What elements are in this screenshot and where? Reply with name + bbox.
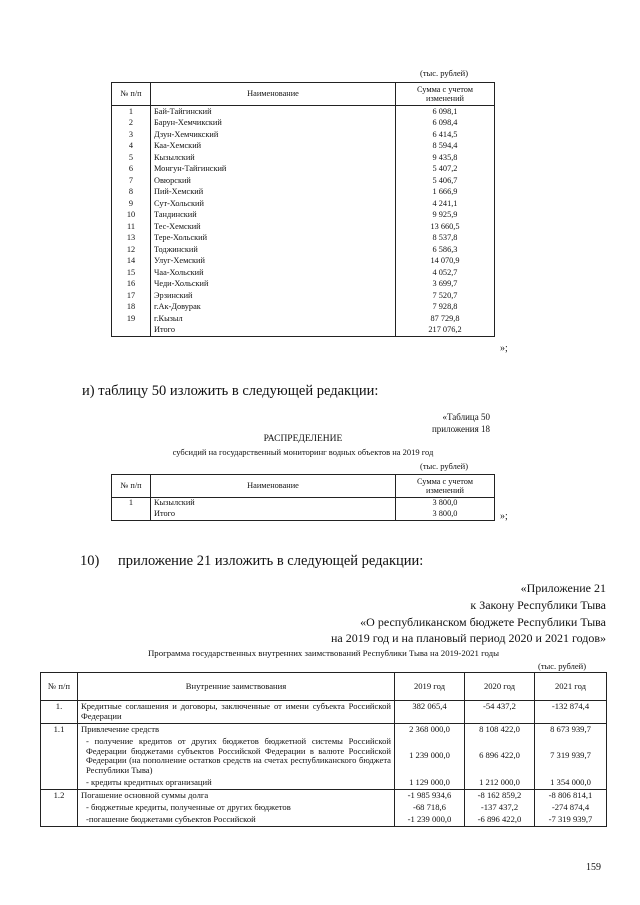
row-2019: -68 718,6	[395, 802, 465, 814]
row-2021: 7 319 939,7	[535, 736, 607, 778]
table-row	[112, 187, 495, 199]
table50-reference	[380, 412, 490, 435]
row-2019: 382 065,4	[395, 701, 465, 724]
table-row	[112, 325, 495, 337]
row-2021: -274 874,4	[535, 802, 607, 814]
row-2021: 1 354 000,0	[535, 777, 607, 789]
row-name: Монгун-Тайгинский	[151, 164, 396, 176]
table-row	[112, 210, 495, 222]
table50-suffix: »;	[500, 511, 508, 522]
table-row	[112, 198, 495, 210]
row-2020: -54 437,2	[465, 701, 535, 724]
row-name: -погашение бюджетами субъектов Российской	[78, 814, 395, 826]
table-row	[112, 129, 495, 141]
row-number	[112, 325, 151, 337]
row-name: Кызылский	[151, 152, 396, 164]
table-row	[112, 290, 495, 302]
row-number	[41, 814, 78, 826]
row-name: Сут-Хольский	[151, 198, 396, 210]
appendix-line1: «Приложение 21	[520, 581, 606, 595]
row-number: 6	[112, 164, 151, 176]
program-header-num: № п/п	[41, 673, 78, 701]
table-row	[41, 723, 607, 735]
table-row	[41, 790, 607, 802]
row-number	[41, 802, 78, 814]
row-value: 8 537,8	[396, 233, 495, 245]
row-number	[112, 509, 151, 521]
row-2020: -6 896 422,0	[465, 814, 535, 826]
row-number: 2	[112, 118, 151, 130]
table50-unit: (тыс. рублей)	[420, 461, 469, 471]
table-row	[112, 279, 495, 291]
table-row	[112, 164, 495, 176]
row-number: 18	[112, 302, 151, 314]
row-number: 1	[112, 106, 151, 118]
row-name: Итого	[151, 509, 396, 521]
table-row	[112, 175, 495, 187]
program-header-name: Внутренние заимствования	[78, 673, 395, 701]
row-name: Кызылский	[151, 498, 396, 510]
table-row	[112, 256, 495, 268]
table49-suffix: »;	[500, 343, 508, 354]
appendix-line4: на 2019 год и на плановый период 2020 и 2021 годов»	[330, 631, 606, 646]
row-value: 4 241,1	[396, 198, 495, 210]
program-table	[40, 672, 607, 827]
row-number: 7	[112, 175, 151, 187]
table-row	[112, 233, 495, 245]
row-number: 19	[112, 313, 151, 325]
row-number: 17	[112, 290, 151, 302]
row-2021: -8 806 814,1	[535, 790, 607, 802]
row-number: 1.1	[41, 723, 78, 735]
table50-ref-line1: «Таблица 50	[442, 412, 490, 422]
row-value: 5 406,7	[396, 175, 495, 187]
row-value: 13 660,5	[396, 221, 495, 233]
appendix-line3: «О республиканском бюджете Республики Тыва	[360, 614, 606, 629]
row-name: - бюджетные кредиты, полученные от других бюджетов	[78, 802, 395, 814]
table50-header-name: Наименование	[151, 475, 396, 498]
table-row	[112, 152, 495, 164]
row-number	[41, 736, 78, 778]
row-2020: 6 896 422,0	[465, 736, 535, 778]
row-value: 6 098,1	[396, 106, 495, 118]
row-name: Погашение основной суммы долга	[78, 790, 395, 802]
table49-header-name: Наименование	[151, 83, 396, 106]
table-row	[112, 498, 495, 510]
row-value: 9 925,9	[396, 210, 495, 222]
table-row	[112, 244, 495, 256]
row-name: Тес-Хемский	[151, 221, 396, 233]
row-number: 1.2	[41, 790, 78, 802]
row-number: 9	[112, 198, 151, 210]
row-2020: 8 108 422,0	[465, 723, 535, 735]
row-number: 1	[112, 498, 151, 510]
row-2019: 1 239 000,0	[395, 736, 465, 778]
row-name: Привлечение средств	[78, 723, 395, 735]
row-number: 1.	[41, 701, 78, 724]
paragraph-10-text: приложение 21 изложить в следующей редакции:	[118, 553, 424, 569]
row-number: 5	[112, 152, 151, 164]
table-row	[41, 736, 607, 778]
row-value: 6 098,4	[396, 118, 495, 130]
table-row	[112, 267, 495, 279]
table49-unit: (тыс. рублей)	[420, 68, 469, 78]
row-name: - кредиты кредитных организаций	[78, 777, 395, 789]
row-2020: -8 162 859,2	[465, 790, 535, 802]
row-number: 4	[112, 141, 151, 153]
row-name: г.Кызыл	[151, 313, 396, 325]
row-value: 4 052,7	[396, 267, 495, 279]
row-number: 11	[112, 221, 151, 233]
row-name: Эрзинский	[151, 290, 396, 302]
program-header-2019: 2019 год	[395, 673, 465, 701]
row-name: Тере-Хольский	[151, 233, 396, 245]
table-row	[112, 313, 495, 325]
row-value: 5 407,2	[396, 164, 495, 176]
program-header-2020: 2020 год	[465, 673, 535, 701]
table50	[111, 474, 495, 521]
row-value: 3 800,0	[396, 509, 495, 521]
row-value: 87 729,8	[396, 313, 495, 325]
row-2021: 8 673 939,7	[535, 723, 607, 735]
row-value: 1 666,9	[396, 187, 495, 199]
row-name: Чаа-Хольский	[151, 267, 396, 279]
row-value: 9 435,8	[396, 152, 495, 164]
row-value: 7 520,7	[396, 290, 495, 302]
table-row	[112, 221, 495, 233]
row-number: 15	[112, 267, 151, 279]
row-value: 3 699,7	[396, 279, 495, 291]
row-name: Овюрский	[151, 175, 396, 187]
row-name: - получение кредитов от других бюджетов бюджетной системы Российской Федерации бюджетами субъектов Российской Федерации в валюте Российской Федерации (на пополнение остатков средств на счетах республиканского бюджета Республики Тыва)	[78, 736, 395, 778]
table50-ref-line2: приложения 18	[431, 423, 490, 434]
table-row	[41, 802, 607, 814]
table50-subtitle: субсидий на государственный мониторинг водных объектов на 2019 год	[172, 447, 434, 457]
row-number	[41, 777, 78, 789]
row-2020: -137 437,2	[465, 802, 535, 814]
table-row	[112, 106, 495, 118]
row-name: Итого	[151, 325, 396, 337]
row-number: 14	[112, 256, 151, 268]
row-name: Кредитные соглашения и договоры, заключенные от имени субъекта Российской Федерации	[78, 701, 395, 724]
row-2019: 2 368 000,0	[395, 723, 465, 735]
table49-header-value: Сумма с учетом изменений	[396, 83, 495, 106]
table-row	[112, 302, 495, 314]
row-name: Улуг-Хемский	[151, 256, 396, 268]
row-name: г.Ак-Довурак	[151, 302, 396, 314]
row-value: 14 070,9	[396, 256, 495, 268]
paragraph-10-number: 10)	[80, 553, 100, 569]
table-row	[41, 701, 607, 724]
row-name: Тандинский	[151, 210, 396, 222]
row-value: 6 414,5	[396, 129, 495, 141]
table50-title: РАСПРЕДЕЛЕНИЕ	[263, 434, 343, 444]
program-title: Программа государственных внутренних заимствований Республики Тыва на 2019-2021 годы	[147, 648, 500, 658]
table50-header-value: Сумма с учетом изменений	[396, 475, 495, 498]
row-name: Пий-Хемский	[151, 187, 396, 199]
table49-header-num: № п/п	[112, 83, 151, 106]
row-name: Бай-Тайгинский	[151, 106, 396, 118]
page-number: 159	[586, 862, 601, 873]
row-number: 8	[112, 187, 151, 199]
row-number: 12	[112, 244, 151, 256]
row-2020: 1 212 000,0	[465, 777, 535, 789]
table-row	[112, 509, 495, 521]
row-2019: 1 129 000,0	[395, 777, 465, 789]
table50-header-num: № п/п	[112, 475, 151, 498]
row-value: 3 800,0	[396, 498, 495, 510]
row-number: 13	[112, 233, 151, 245]
row-value: 8 594,4	[396, 141, 495, 153]
program-unit: (тыс. рублей)	[538, 661, 587, 671]
row-value: 217 076,2	[396, 325, 495, 337]
table-row	[112, 118, 495, 130]
row-number: 3	[112, 129, 151, 141]
row-number: 10	[112, 210, 151, 222]
table-row	[41, 777, 607, 789]
row-number: 16	[112, 279, 151, 291]
row-value: 7 928,8	[396, 302, 495, 314]
paragraph-i: и) таблицу 50 изложить в следующей редакции:	[82, 383, 379, 399]
row-2021: -7 319 939,7	[535, 814, 607, 826]
row-name: Каа-Хемский	[151, 141, 396, 153]
table49	[111, 82, 495, 337]
row-value: 6 586,3	[396, 244, 495, 256]
appendix-line2: к Закону Республики Тыва	[470, 597, 606, 612]
appendix-heading	[200, 580, 606, 647]
row-name: Чеди-Хольский	[151, 279, 396, 291]
row-2019: -1 985 934,6	[395, 790, 465, 802]
row-2019: -1 239 000,0	[395, 814, 465, 826]
program-header-2021: 2021 год	[535, 673, 607, 701]
table-row	[112, 141, 495, 153]
row-name: Тоджинский	[151, 244, 396, 256]
row-name: Барун-Хемчикский	[151, 118, 396, 130]
table-row	[41, 814, 607, 826]
row-name: Дзун-Хемчикский	[151, 129, 396, 141]
row-2021: -132 874,4	[535, 701, 607, 724]
